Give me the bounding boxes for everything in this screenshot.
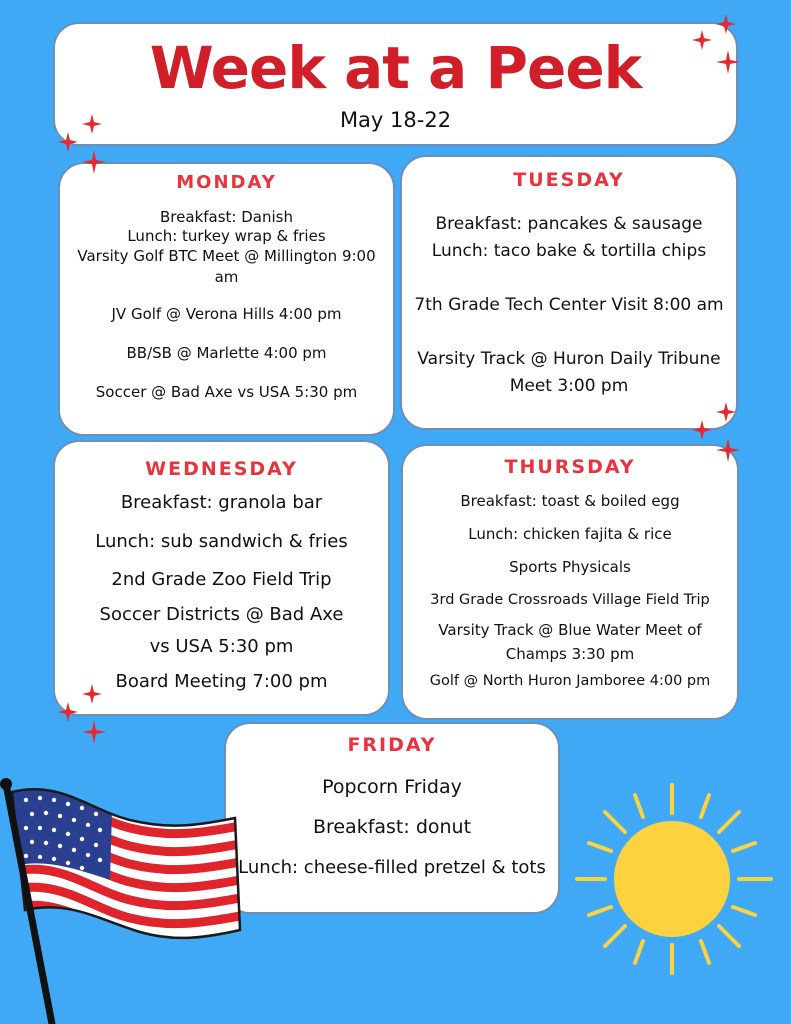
friday-line: Breakfast: donut xyxy=(312,816,472,838)
sparkle-icon xyxy=(54,680,110,752)
thursday-line: Champs 3:30 pm xyxy=(505,645,635,663)
monday-line: Lunch: turkey wrap & fries xyxy=(127,227,326,245)
wednesday-line: Breakfast: granola bar xyxy=(120,492,323,513)
day-heading-wednesday: WEDNESDAY xyxy=(145,458,298,480)
wednesday-line: Lunch: sub sandwich & fries xyxy=(95,531,348,552)
friday-line: Lunch: cheese-filled pretzel & tots xyxy=(238,857,546,878)
day-heading-friday: FRIDAY xyxy=(347,734,437,756)
thursday-line: Breakfast: toast & boiled egg xyxy=(460,492,680,510)
page-title: Week at a Peek xyxy=(149,34,642,102)
sun-icon xyxy=(569,775,779,985)
tuesday-line: 7th Grade Tech Center Visit 8:00 am xyxy=(414,295,724,315)
wednesday-card xyxy=(53,440,390,716)
tuesday-card xyxy=(400,155,738,430)
day-heading-thursday: THURSDAY xyxy=(504,456,636,478)
sparkle-icon xyxy=(688,10,744,80)
wednesday-line: 2nd Grade Zoo Field Trip xyxy=(111,569,332,590)
friday-line: Popcorn Friday xyxy=(322,776,462,798)
monday-card xyxy=(58,162,395,436)
day-heading-tuesday: TUESDAY xyxy=(513,169,625,191)
tuesday-line: Meet 3:00 pm xyxy=(509,376,629,396)
sparkle-icon xyxy=(54,110,110,182)
tuesday-line: Varsity Track @ Huron Daily Tribune xyxy=(417,349,721,369)
monday-line: JV Golf @ Verona Hills 4:00 pm xyxy=(111,305,342,323)
american-flag-icon xyxy=(0,770,250,1024)
monday-line: Soccer @ Bad Axe vs USA 5:30 pm xyxy=(95,383,358,401)
thursday-line: Lunch: chicken fajita & rice xyxy=(468,525,672,543)
wednesday-line: Soccer Districts @ Bad Axe xyxy=(99,604,344,625)
monday-line: am xyxy=(214,268,239,286)
day-heading-monday: MONDAY xyxy=(176,172,277,193)
thursday-line: 3rd Grade Crossroads Village Field Trip xyxy=(430,592,710,608)
thursday-line: Varsity Track @ Blue Water Meet of xyxy=(438,621,702,639)
thursday-line: Golf @ North Huron Jamboree 4:00 pm xyxy=(429,673,711,689)
monday-line: BB/SB @ Marlette 4:00 pm xyxy=(126,344,327,362)
monday-line: Breakfast: Danish xyxy=(160,208,293,226)
thursday-line: Sports Physicals xyxy=(509,558,631,576)
thursday-card xyxy=(401,444,739,720)
tuesday-line: Lunch: taco bake & tortilla chips xyxy=(431,241,707,261)
header-card xyxy=(53,22,738,146)
friday-card xyxy=(224,722,560,914)
monday-line: Varsity Golf BTC Meet @ Millington 9:00 xyxy=(77,247,376,265)
tuesday-line: Breakfast: pancakes & sausage xyxy=(435,214,703,234)
date-range: May 18-22 xyxy=(339,108,452,132)
sparkle-icon xyxy=(688,398,744,470)
wednesday-line: vs USA 5:30 pm xyxy=(149,636,294,657)
wednesday-line: Board Meeting 7:00 pm xyxy=(115,671,328,692)
